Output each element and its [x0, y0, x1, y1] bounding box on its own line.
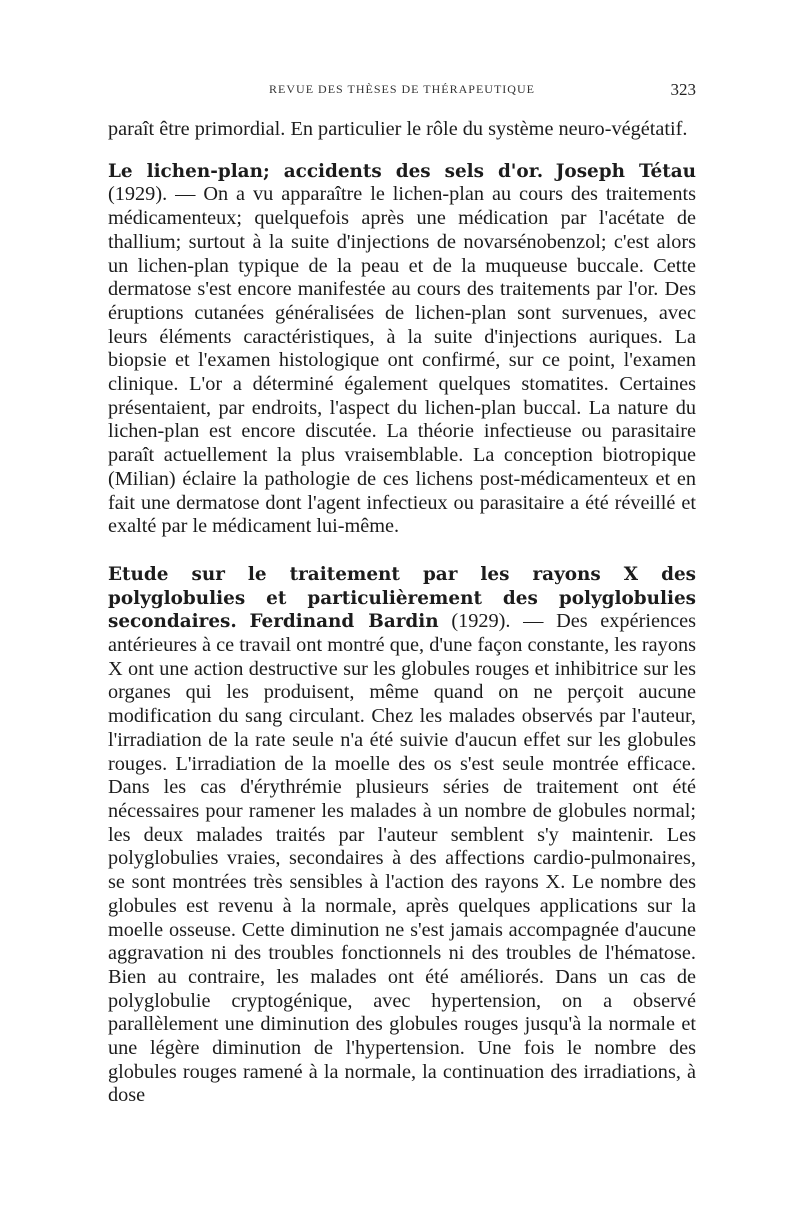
article-paragraph [108, 160, 696, 539]
article-year: (1929). [451, 610, 511, 633]
article-lichen-plan [108, 160, 696, 539]
article-body: — On a vu apparaître le lichen-plan au cours des traitements médicamenteux; quelquefois après une médication par l'acétate de thallium; surtout à la suite d'injections de novarsénobenzol; c'est alors un lichen-plan typique de la peau et de la muqueuse buccale. Cette dermatose s'est encore manifestée au cours des traitements par l'or. Des éruptions cutanées généralisées de lichen-plan sont survenues, avec leurs éléments caractéristiques, à la suite d'injections auriques. La biopsie et l'examen histologique ont confirmé, sur ce point, l'examen clinique. L'or a déterminé également quelques stomatites. Certaines présentaient, par endroits, l'aspect du lichen-plan buccal. La nature du lichen-plan est encore discutée. La théorie infectieuse ou parasitaire paraît actuellement la plus vraisemblable. La conception biotropique (Milian) éclaire la pathologie de ces lichens post-médicamenteux et en fait une dermatose dont l'agent infectieux ou parasitaire a été réveillé et exalté par le médicament lui-même. [108, 183, 696, 538]
article-title: Etude sur le traitement par les rayons X des polyglobulies et particulièrement des polyglobulies secondaires. [108, 563, 696, 633]
page-header [108, 80, 696, 110]
article-paragraph [108, 563, 696, 1108]
page [108, 80, 696, 1108]
article-author: Ferdinand Bardin [249, 611, 439, 633]
page-number: 323 [670, 80, 696, 99]
article-title: Le lichen-plan; accidents des sels d'or. [108, 160, 544, 182]
running-title: REVUE DES THÈSES DE THÉRAPEUTIQUE [269, 82, 535, 96]
article-author: Joseph Tétau [555, 160, 696, 182]
article-rayons-x [108, 563, 696, 1108]
article-year: (1929). [108, 183, 168, 206]
article-body: — Des expériences antérieures à ce travail ont montré que, d'une façon constante, les rayons X ont une action destructive sur les globules rouges et inhibitrice sur les organes qui les produisent, même quand on ne perçoit aucune modification du sang circulant. Chez les malades observés par l'auteur, l'irradiation de la rate seule n'a été suivie d'aucun effet sur les globules rouges. L'irradiation de la moelle des os s'est seule montrée efficace. Dans les cas d'érythrémie plusieurs séries de traitement ont été nécessaires pour ramener les malades à un nombre de globules normal; les deux malades traités par l'auteur semblent s'y maintenir. Les polyglobulies vraies, secondaires à des affections cardio-pulmonaires, se sont montrées très sensibles à l'action des rayons X. Le nombre des globules est revenu à la normale, après quelques applications sur la moelle osseuse. Cette diminution ne s'est jamais accompagnée d'aucune aggravation ni des troubles fonctionnels ni des troubles de l'hématose. Bien au contraire, les malades ont été améliorés. Dans un cas de polyglobulie cryptogénique, avec hypertension, on a observé parallèlement une diminution des globules rouges jusqu'à la normale et une légère diminution de l'hypertension. Une fois le nombre des globules rouges ramené à la normale, la continuation des irradiations, à dose [108, 610, 696, 1107]
continuation-paragraph: paraît être primordial. En particulier le rôle du système neuro-végétatif. [108, 118, 688, 140]
